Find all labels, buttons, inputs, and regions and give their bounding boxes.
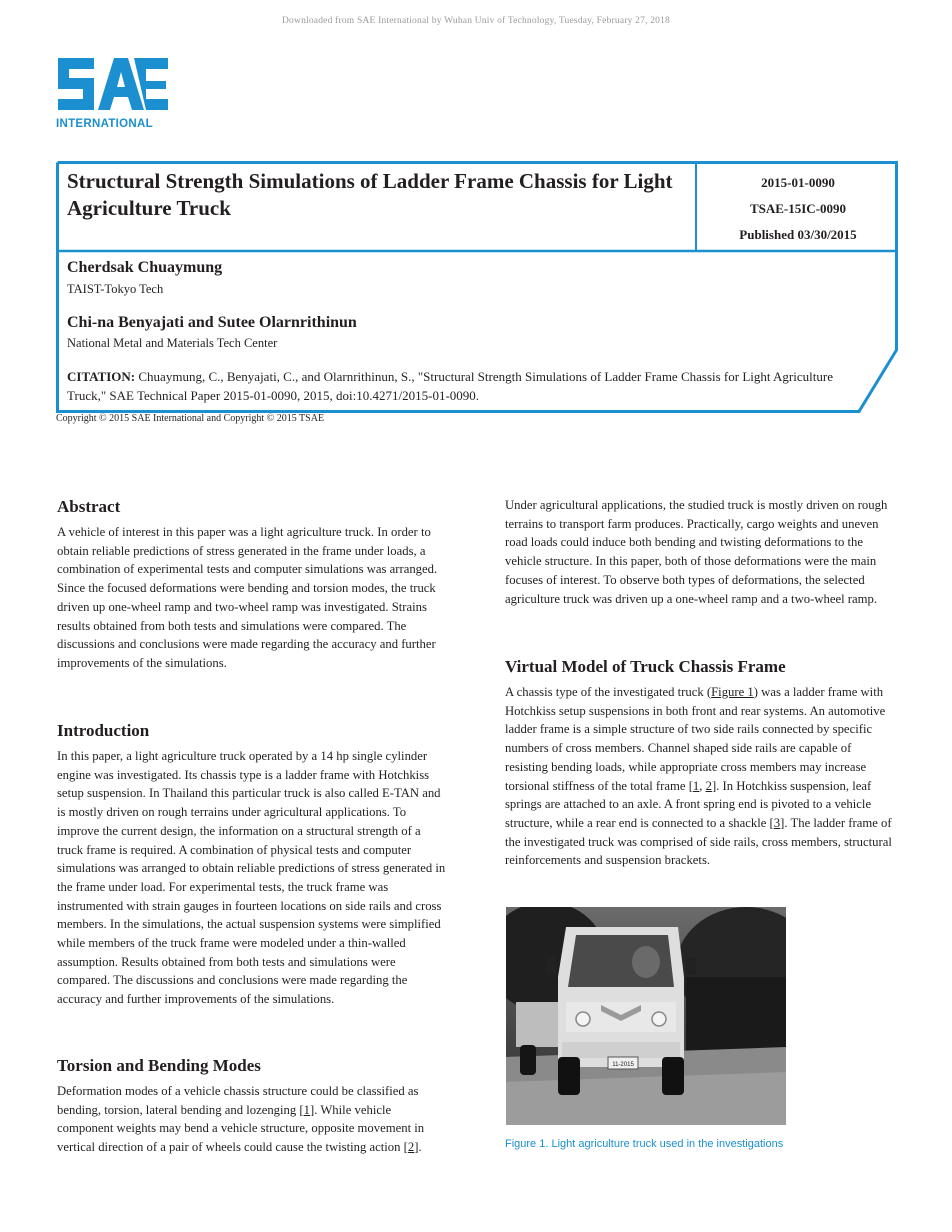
sae-logo-subtitle: INTERNATIONAL: [56, 118, 153, 130]
reference-link-2[interactable]: 2: [407, 1140, 415, 1155]
sae-logo: [54, 54, 184, 134]
truck-photo: [506, 907, 786, 1125]
section-body: In this paper, a light agriculture truck operated by a 14 hp single cylinder engine was investigated. Its chassis type is a ladder frame with Hotchkiss setup suspension. In Thailand this particular truck is also called E-TAN and is mostly driven on rough terrains under agricultural applications. To improve the current design, the information on a structural strength of a truck frame is required. A combination of physical tests and computer simulations was arranged to obtain reliable predictions of stress generated in the frame under load. For experimental tests, the truck frame was instrumented with strain gauges in fourteen locations on side rails and cross members. In the simulations, the actual suspension systems were simplified while members of the truck frame were modeled under a thin-walled assumption. Results obtained from both tests and simulations were compared. The discussions and conclusions were made regarding the accuracy and further improvements of the simulations.: [57, 749, 446, 1007]
citation: [67, 367, 847, 405]
reference-link-3[interactable]: 3: [773, 815, 781, 830]
event-number: TSAE-15IC-0090: [749, 201, 847, 216]
reference-link-2[interactable]: 2: [705, 778, 712, 793]
body-text: A chassis type of the investigated truck (: [505, 685, 712, 699]
author-affiliation: National Metal and Materials Tech Center: [67, 336, 278, 350]
figure-caption: Figure 1. Light agriculture truck used in the investigations: [505, 1138, 784, 1150]
reference-link-1[interactable]: 1: [692, 778, 700, 793]
license-plate: 11-2015: [612, 1062, 634, 1068]
body-text: ]. While vehicle component weights may bend a vehicle structure, opposite movement in vertical direction of a pair of wheels could cause the twisting action [: [57, 1102, 425, 1155]
abstract-section: [57, 496, 449, 673]
application-paragraph: [505, 496, 897, 608]
reference-link-1[interactable]: 1: [303, 1102, 310, 1117]
section-body: [505, 683, 897, 870]
body-text: ].: [414, 1140, 422, 1155]
section-body: [57, 1082, 449, 1157]
body-text: ) was a ladder frame with Hotchkiss setup suspensions in both front and rear systems. An automotive ladder frame is a simple structure of two side rails connected by specific numbers of cross members. Channel shaped side rails are capable of resisting bending loads, while appropriate cross members may increase torsional stiffness of the total frame [: [505, 685, 886, 793]
publication-date: Published 03/30/2015: [739, 227, 857, 242]
truck-illustration: [506, 907, 786, 1125]
citation-label: CITATION:: [67, 369, 136, 384]
section-body: Under agricultural applications, the studied truck is mostly driven on rough terrains to transport farm produces. Practically, cargo weights and uneven road loads could induce both bending and twisting deformations to the vehicle structure. In this paper, both of those deformations were the main focuses of interest. To observe both types of deformations, the selected agriculture truck was driven up a one-wheel ramp and a two-wheel ramp.: [505, 498, 888, 606]
paper-title: Structural Strength Simulations of Ladder Frame Chassis for Light Agriculture Truck: [67, 169, 673, 220]
figure-1-link[interactable]: Figure 1: [711, 685, 754, 699]
sae-logo-mark: [54, 54, 170, 114]
author-affiliation: TAIST-Tokyo Tech: [67, 282, 164, 296]
section-heading: Torsion and Bending Modes: [57, 1056, 261, 1075]
paper-number: 2015-01-0090: [761, 175, 835, 190]
author-name: Cherdsak Chuaymung: [67, 259, 223, 276]
torsion-bending-section: [57, 1055, 449, 1157]
download-note: Downloaded from SAE International by Wuhan Univ of Technology, Tuesday, February 27, 2018: [282, 16, 670, 26]
body-text: Deformation modes of a vehicle chassis structure could be classified as bending, torsion, lateral bending and lozenging [: [57, 1084, 419, 1117]
body-text: ,: [699, 778, 706, 793]
author-name: Chi-na Benyajati and Sutee Olarnrithinun: [67, 314, 357, 331]
body-text: ]. The ladder frame of the investigated truck was comprised of side rails, cross members, structural reinforcements and suspension brackets.: [505, 815, 892, 868]
body-text: ]. In Hotchkiss suspension, leaf springs are attached to an axle. A front spring end is pivoted to a vehicle structure, while a rear end is connected to a shackle [: [505, 778, 872, 830]
introduction-section: [57, 720, 449, 1009]
section-body: A vehicle of interest in this paper was a light agriculture truck. In order to obtain reliable predictions of stress generated in the frame under loads, a combination of experimental tests and computer simulations was arranged. Since the focused deformations were bending and torsion modes, the truck driven up one-wheel ramp and two-wheel ramp was investigated. Strains results obtained from both tests and simulations were compared. The discussions and conclusions were made regarding the accuracy and further improvements of the simulations.: [57, 525, 438, 670]
section-heading: Introduction: [57, 721, 150, 740]
copyright-note: Copyright © 2015 SAE International and Copyright © 2015 TSAE: [56, 413, 325, 424]
virtual-model-section: [505, 656, 897, 870]
section-heading: Abstract: [57, 497, 121, 516]
section-heading: Virtual Model of Truck Chassis Frame: [505, 657, 786, 676]
citation-text: Chuaymung, C., Benyajati, C., and Olarnrithinun, S., "Structural Strength Simulations of Ladder Frame Chassis for Light Agriculture Truck," SAE Technical Paper 2015-01-0090, 2015, doi:10.4271/2015-01-0090.: [67, 369, 833, 403]
